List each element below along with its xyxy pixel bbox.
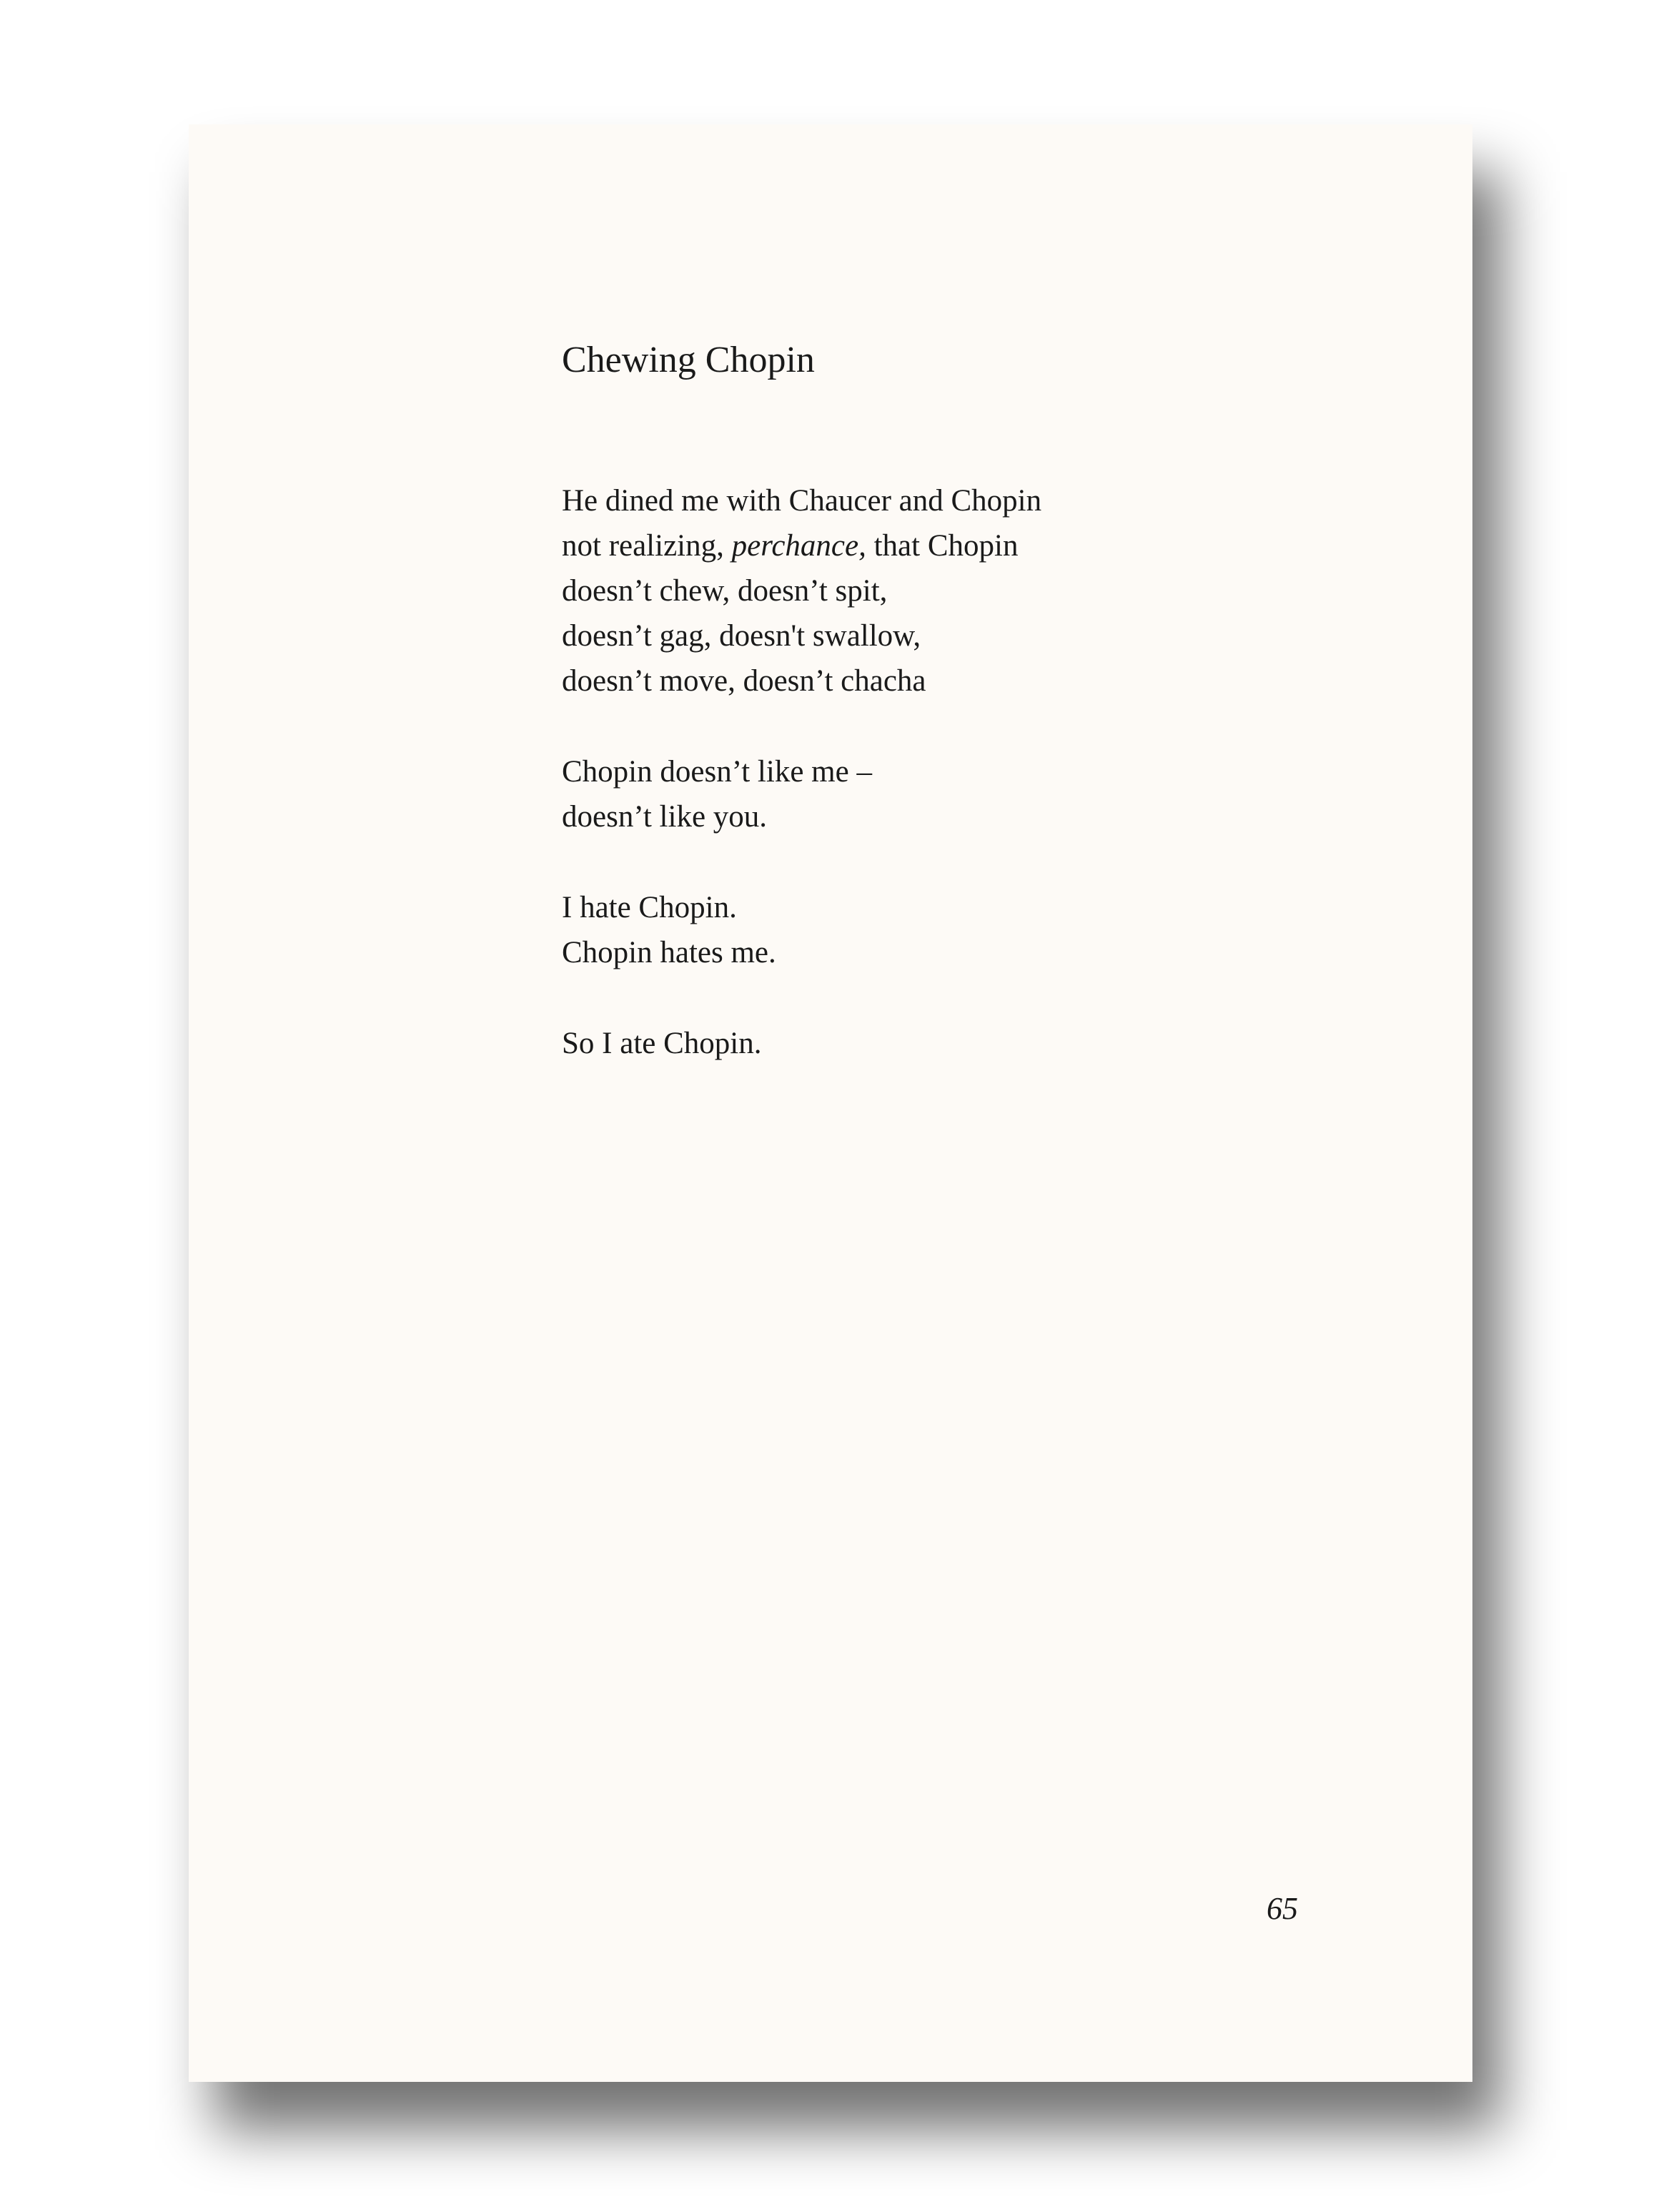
poem-title: Chewing Chopin bbox=[562, 340, 815, 380]
poem-line: So I ate Chopin. bbox=[562, 1027, 762, 1060]
poem-line: Chopin hates me. bbox=[562, 936, 776, 969]
poem-line-italic-text: perchance, bbox=[731, 529, 866, 563]
poem-line: He dined me with Chaucer and Chopin bbox=[562, 484, 1042, 518]
poem-line: I hate Chopin. bbox=[562, 891, 737, 924]
book-page bbox=[189, 124, 1472, 2082]
poem-line: doesn’t move, doesn’t chacha bbox=[562, 664, 926, 698]
poem-line: doesn’t chew, doesn’t spit, bbox=[562, 574, 888, 608]
poem-line: Chopin doesn’t like me – bbox=[562, 755, 872, 789]
poem-line-text: that Chopin bbox=[866, 529, 1019, 563]
poem-line bbox=[562, 523, 1041, 568]
stanza-2 bbox=[562, 749, 872, 839]
poem-line: doesn’t like you. bbox=[562, 800, 768, 834]
stanza-4 bbox=[562, 1021, 761, 1066]
poem-line-text: not realizing, bbox=[562, 529, 732, 563]
stanza-3 bbox=[562, 885, 776, 975]
page-number: 65 bbox=[1267, 1891, 1298, 1926]
poem-line: doesn’t gag, doesn't swallow, bbox=[562, 619, 921, 653]
stanza-1 bbox=[562, 478, 1041, 703]
